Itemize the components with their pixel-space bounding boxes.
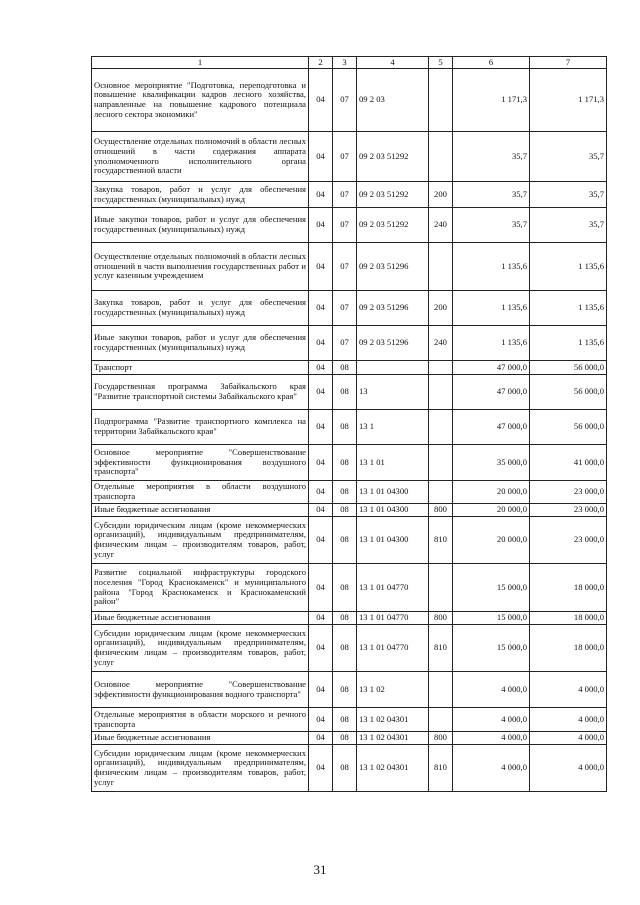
row-name: Иные закупки товаров, работ и услуг для обеспечения государственных (муниципальных) нужд <box>92 326 309 361</box>
row-subsection: 07 <box>333 243 357 291</box>
row-target-code: 09 2 03 51296 <box>357 326 429 361</box>
row-amount-year1: 15 000,0 <box>453 625 530 672</box>
row-target-code: 09 2 03 51292 <box>357 182 429 208</box>
row-subsection: 08 <box>333 745 357 792</box>
row-expense-type <box>429 375 453 410</box>
row-target-code: 13 1 01 04770 <box>357 625 429 672</box>
row-subsection: 08 <box>333 708 357 732</box>
table-row <box>92 375 607 410</box>
row-subsection: 08 <box>333 517 357 564</box>
row-target-code: 09 2 03 51292 <box>357 132 429 182</box>
table-row <box>92 625 607 672</box>
row-target-code: 09 2 03 51296 <box>357 243 429 291</box>
page-number: 31 <box>313 862 327 877</box>
row-subsection: 08 <box>333 445 357 481</box>
row-amount-year1: 35 000,0 <box>453 445 530 481</box>
row-amount-year1: 20 000,0 <box>453 517 530 564</box>
table-row <box>92 564 607 612</box>
row-target-code: 09 2 03 51296 <box>357 291 429 326</box>
row-expense-type <box>429 243 453 291</box>
row-subsection: 07 <box>333 182 357 208</box>
row-subsection: 08 <box>333 612 357 625</box>
row-expense-type: 240 <box>429 326 453 361</box>
table-row <box>92 481 607 504</box>
table-row <box>92 517 607 564</box>
row-expense-type: 240 <box>429 208 453 243</box>
column-header-3: 3 <box>333 57 357 69</box>
budget-table-page <box>91 56 606 792</box>
row-subsection: 08 <box>333 481 357 504</box>
row-target-code: 13 1 02 04301 <box>357 708 429 732</box>
row-amount-year2: 4 000,0 <box>530 732 607 745</box>
row-expense-type <box>429 361 453 375</box>
row-amount-year2: 23 000,0 <box>530 504 607 517</box>
column-header-5: 5 <box>429 57 453 69</box>
row-amount-year2: 4 000,0 <box>530 708 607 732</box>
row-subsection: 07 <box>333 291 357 326</box>
row-subsection: 08 <box>333 732 357 745</box>
row-subsection: 08 <box>333 625 357 672</box>
table-row <box>92 291 607 326</box>
row-name: Иные бюджетные ассигнования <box>92 612 309 625</box>
row-section: 04 <box>309 291 333 326</box>
row-section: 04 <box>309 672 333 708</box>
row-section: 04 <box>309 504 333 517</box>
row-name: Субсидии юридическим лицам (кроме некоммерческих организаций), индивидуальным предпринимателям, физическим лицам – производителям товаров, работ, услуг <box>92 517 309 564</box>
row-amount-year1: 1 171,3 <box>453 69 530 132</box>
column-header-4: 4 <box>357 57 429 69</box>
row-expense-type: 800 <box>429 732 453 745</box>
row-amount-year2: 41 000,0 <box>530 445 607 481</box>
row-amount-year2: 18 000,0 <box>530 612 607 625</box>
row-subsection: 07 <box>333 208 357 243</box>
row-target-code <box>357 361 429 375</box>
row-amount-year2: 1 135,6 <box>530 291 607 326</box>
column-header-7: 7 <box>530 57 607 69</box>
row-section: 04 <box>309 69 333 132</box>
row-amount-year2: 35,7 <box>530 132 607 182</box>
row-expense-type <box>429 672 453 708</box>
row-target-code: 13 1 01 04770 <box>357 564 429 612</box>
row-amount-year2: 18 000,0 <box>530 625 607 672</box>
row-target-code: 13 1 <box>357 410 429 445</box>
row-name: Иные бюджетные ассигнования <box>92 504 309 517</box>
row-target-code: 09 2 03 51292 <box>357 208 429 243</box>
row-target-code: 13 1 01 <box>357 445 429 481</box>
row-amount-year1: 35,7 <box>453 132 530 182</box>
table-row <box>92 132 607 182</box>
row-expense-type: 200 <box>429 182 453 208</box>
row-subsection: 07 <box>333 132 357 182</box>
row-target-code: 13 1 02 04301 <box>357 745 429 792</box>
row-amount-year2: 35,7 <box>530 182 607 208</box>
row-subsection: 07 <box>333 69 357 132</box>
row-section: 04 <box>309 361 333 375</box>
column-header-6: 6 <box>453 57 530 69</box>
row-name: Подпрограмма "Развитие транспортного комплекса на территории Забайкальского края" <box>92 410 309 445</box>
table-row <box>92 708 607 732</box>
row-name: Отдельные мероприятия в области воздушного транспорта <box>92 481 309 504</box>
row-amount-year1: 47 000,0 <box>453 410 530 445</box>
row-name: Иные бюджетные ассигнования <box>92 732 309 745</box>
row-section: 04 <box>309 326 333 361</box>
table-row <box>92 410 607 445</box>
row-amount-year2: 35,7 <box>530 208 607 243</box>
row-name: Иные закупки товаров, работ и услуг для обеспечения государственных (муниципальных) нужд <box>92 208 309 243</box>
row-amount-year1: 1 135,6 <box>453 291 530 326</box>
table-row <box>92 243 607 291</box>
row-amount-year1: 15 000,0 <box>453 564 530 612</box>
row-subsection: 08 <box>333 672 357 708</box>
column-header-1: 1 <box>92 57 309 69</box>
row-section: 04 <box>309 517 333 564</box>
row-expense-type <box>429 445 453 481</box>
row-subsection: 08 <box>333 564 357 612</box>
row-subsection: 08 <box>333 504 357 517</box>
row-expense-type <box>429 410 453 445</box>
table-row <box>92 732 607 745</box>
row-section: 04 <box>309 708 333 732</box>
row-amount-year1: 20 000,0 <box>453 481 530 504</box>
header-row <box>92 57 607 69</box>
row-subsection: 08 <box>333 375 357 410</box>
row-target-code: 13 1 02 <box>357 672 429 708</box>
row-expense-type <box>429 564 453 612</box>
table-row <box>92 445 607 481</box>
row-target-code: 13 1 01 04300 <box>357 504 429 517</box>
row-amount-year2: 23 000,0 <box>530 517 607 564</box>
row-section: 04 <box>309 410 333 445</box>
row-name: Развитие социальной инфраструктуры городского поселения "Город Краснокаменск" и муниципального района "Город Краснокаменск и Краснокаменский район" <box>92 564 309 612</box>
row-amount-year1: 47 000,0 <box>453 361 530 375</box>
row-expense-type: 200 <box>429 291 453 326</box>
table-row <box>92 326 607 361</box>
row-expense-type <box>429 69 453 132</box>
row-amount-year2: 1 135,6 <box>530 243 607 291</box>
row-amount-year1: 47 000,0 <box>453 375 530 410</box>
row-amount-year1: 4 000,0 <box>453 708 530 732</box>
row-section: 04 <box>309 182 333 208</box>
row-amount-year1: 4 000,0 <box>453 672 530 708</box>
row-section: 04 <box>309 375 333 410</box>
row-expense-type: 810 <box>429 517 453 564</box>
row-name: Основное мероприятие "Совершенствование эффективности функционирования водного транспорта" <box>92 672 309 708</box>
row-section: 04 <box>309 132 333 182</box>
row-amount-year1: 35,7 <box>453 182 530 208</box>
row-name: Закупка товаров, работ и услуг для обеспечения государственных (муниципальных) нужд <box>92 182 309 208</box>
row-name: Осуществление отдельных полномочий в области лесных отношений в части выполнения государственных работ и услуг казенным учреждением <box>92 243 309 291</box>
row-subsection: 07 <box>333 326 357 361</box>
row-section: 04 <box>309 745 333 792</box>
table-row <box>92 745 607 792</box>
row-name: Основное мероприятие "Подготовка, переподготовка и повышение квалификации кадров лесного хозяйства, направленные на повышение кадрового потенциала лесного сектора экономики" <box>92 69 309 132</box>
row-expense-type: 800 <box>429 504 453 517</box>
row-amount-year1: 4 000,0 <box>453 732 530 745</box>
row-section: 04 <box>309 208 333 243</box>
row-name: Основное мероприятие "Совершенствование эффективности функционирования воздушного транспорта" <box>92 445 309 481</box>
row-amount-year2: 56 000,0 <box>530 410 607 445</box>
row-target-code: 13 1 01 04770 <box>357 612 429 625</box>
row-amount-year1: 20 000,0 <box>453 504 530 517</box>
row-amount-year2: 18 000,0 <box>530 564 607 612</box>
row-name: Государственная программа Забайкальского края "Развитие транспортной системы Забайкальского края" <box>92 375 309 410</box>
table-row <box>92 504 607 517</box>
row-section: 04 <box>309 732 333 745</box>
row-expense-type: 810 <box>429 625 453 672</box>
row-section: 04 <box>309 625 333 672</box>
row-amount-year2: 4 000,0 <box>530 672 607 708</box>
row-target-code: 13 <box>357 375 429 410</box>
row-subsection: 08 <box>333 361 357 375</box>
row-expense-type <box>429 481 453 504</box>
row-expense-type <box>429 132 453 182</box>
row-name: Транспорт <box>92 361 309 375</box>
row-amount-year2: 1 171,3 <box>530 69 607 132</box>
row-amount-year1: 1 135,6 <box>453 243 530 291</box>
row-amount-year2: 23 000,0 <box>530 481 607 504</box>
table-row <box>92 361 607 375</box>
row-expense-type <box>429 708 453 732</box>
table-row <box>92 182 607 208</box>
row-name: Закупка товаров, работ и услуг для обеспечения государственных (муниципальных) нужд <box>92 291 309 326</box>
row-name: Отдельные мероприятия в области морского и речного транспорта <box>92 708 309 732</box>
row-amount-year2: 56 000,0 <box>530 361 607 375</box>
row-amount-year2: 1 135,6 <box>530 326 607 361</box>
table-row <box>92 672 607 708</box>
budget-table <box>91 56 607 792</box>
row-target-code: 09 2 03 <box>357 69 429 132</box>
table-body <box>92 57 607 792</box>
row-name: Субсидии юридическим лицам (кроме некоммерческих организаций), индивидуальным предпринимателям, физическим лицам – производителям товаров, работ, услуг <box>92 625 309 672</box>
table-row <box>92 69 607 132</box>
row-amount-year2: 4 000,0 <box>530 745 607 792</box>
row-amount-year1: 4 000,0 <box>453 745 530 792</box>
row-amount-year2: 56 000,0 <box>530 375 607 410</box>
row-section: 04 <box>309 445 333 481</box>
row-section: 04 <box>309 612 333 625</box>
row-name: Субсидии юридическим лицам (кроме некоммерческих организаций), индивидуальным предпринимателям, физическим лицам – производителям товаров, работ, услуг <box>92 745 309 792</box>
column-header-2: 2 <box>309 57 333 69</box>
table-row <box>92 208 607 243</box>
row-expense-type: 800 <box>429 612 453 625</box>
row-section: 04 <box>309 243 333 291</box>
row-target-code: 13 1 01 04300 <box>357 481 429 504</box>
row-section: 04 <box>309 564 333 612</box>
row-amount-year1: 15 000,0 <box>453 612 530 625</box>
row-section: 04 <box>309 481 333 504</box>
row-amount-year1: 35,7 <box>453 208 530 243</box>
row-target-code: 13 1 01 04300 <box>357 517 429 564</box>
row-target-code: 13 1 02 04301 <box>357 732 429 745</box>
row-amount-year1: 1 135,6 <box>453 326 530 361</box>
table-row <box>92 612 607 625</box>
row-subsection: 08 <box>333 410 357 445</box>
row-name: Осуществление отдельных полномочий в области лесных отношений в части содержания аппарата уполномоченного исполнительного органа государственной власти <box>92 132 309 182</box>
row-expense-type: 810 <box>429 745 453 792</box>
